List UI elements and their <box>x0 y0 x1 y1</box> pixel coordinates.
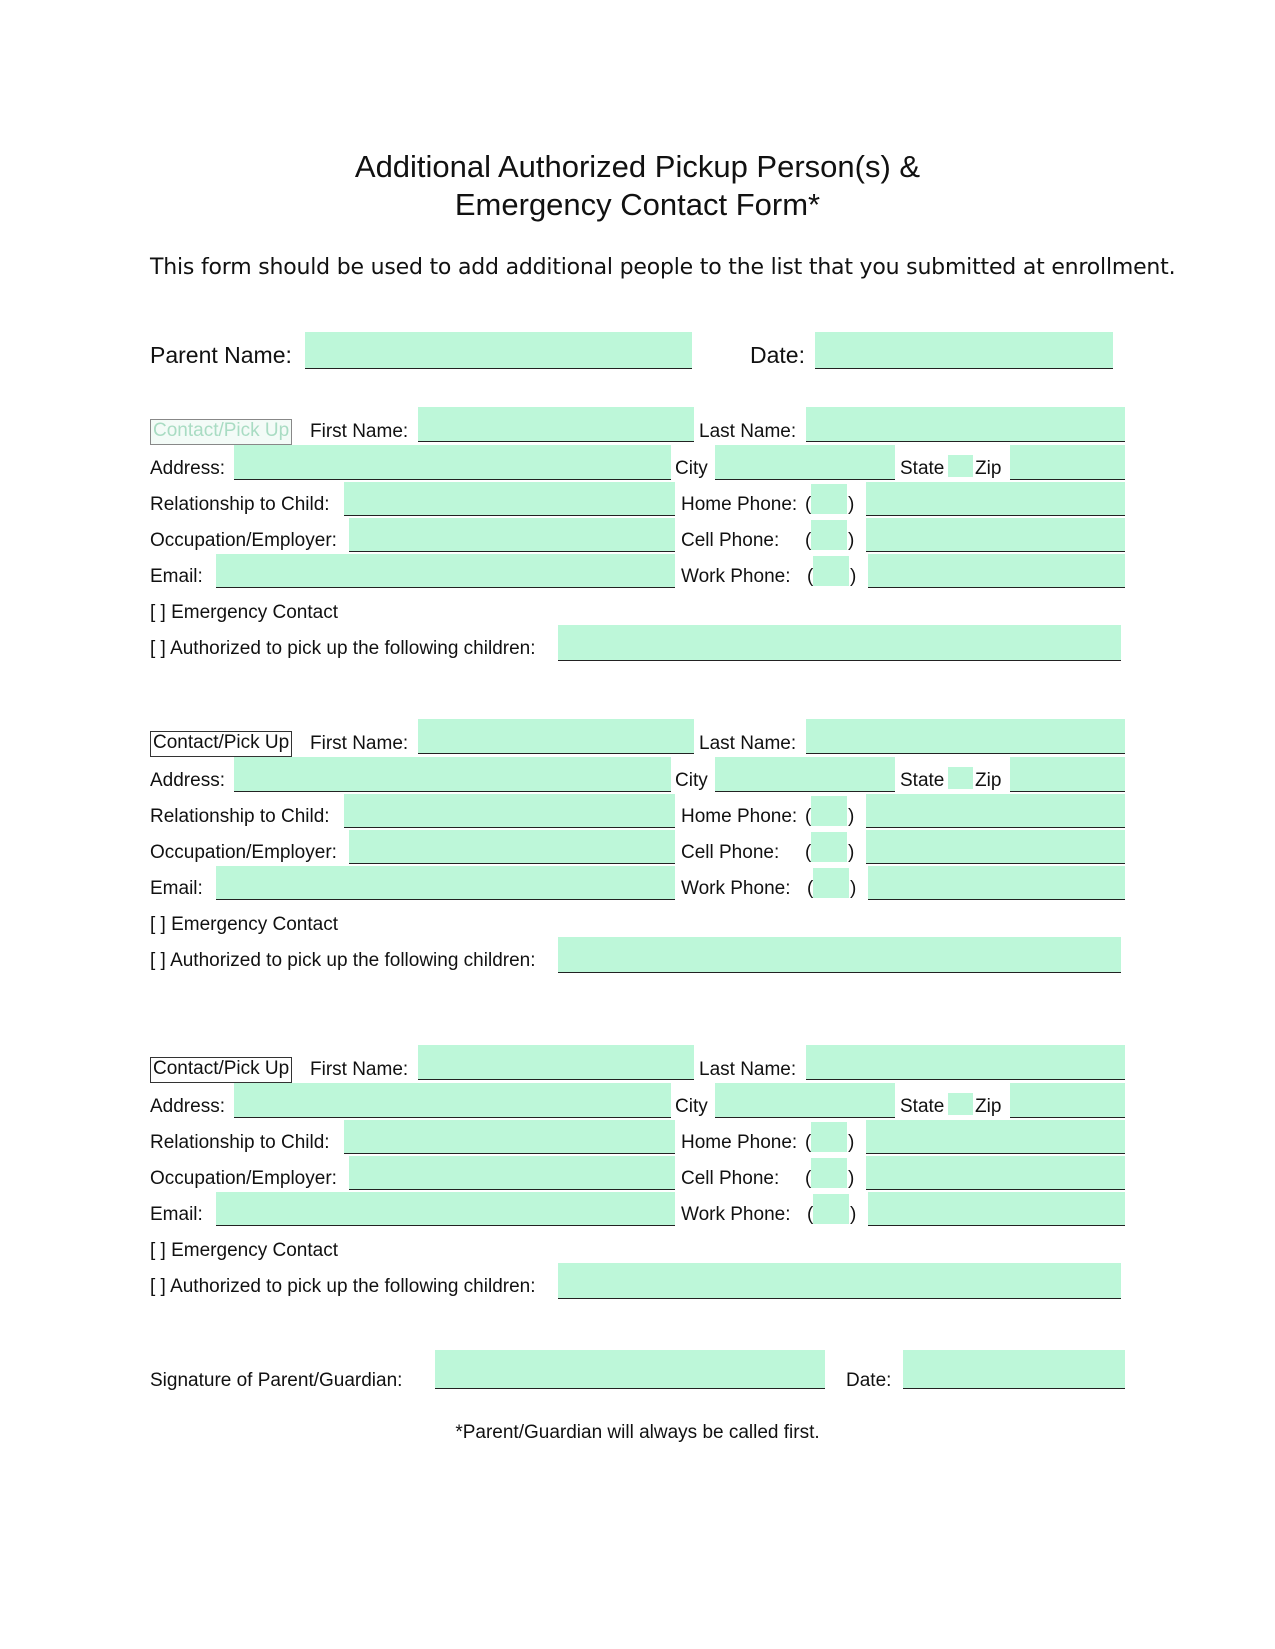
work-phone-label: Work Phone: <box>681 1204 791 1225</box>
paren-open: ( <box>805 806 812 827</box>
paren-open: ( <box>805 1168 812 1189</box>
work-phone-label: Work Phone: <box>681 566 791 587</box>
address-label: Address: <box>150 1096 225 1117</box>
paren-close: ) <box>850 566 857 587</box>
city-label: City <box>675 1096 708 1117</box>
emergency-contact-checkbox[interactable]: [ ] Emergency Contact <box>150 1240 338 1261</box>
zip-field[interactable] <box>1010 757 1125 792</box>
address-label: Address: <box>150 770 225 791</box>
cell-area-code-field[interactable] <box>811 832 847 862</box>
occupation-label: Occupation/Employer: <box>150 1168 337 1189</box>
form-title-line1: Additional Authorized Pickup Person(s) & <box>354 149 921 184</box>
paren-open: ( <box>805 1132 812 1153</box>
authorized-pickup-checkbox[interactable]: [ ] Authorized to pick up the following children: <box>150 638 536 659</box>
first-name-field[interactable] <box>418 407 694 442</box>
relationship-label: Relationship to Child: <box>150 806 330 827</box>
signature-date-label: Date: <box>846 1370 892 1391</box>
paren-open: ( <box>805 494 812 515</box>
date-label: Date: <box>750 342 805 368</box>
paren-open: ( <box>807 1204 814 1225</box>
last-name-field[interactable] <box>806 1045 1125 1080</box>
state-label: State <box>900 770 945 791</box>
signature-field[interactable] <box>435 1350 825 1389</box>
last-name-field[interactable] <box>806 407 1125 442</box>
state-field[interactable] <box>948 1093 973 1115</box>
email-field[interactable] <box>216 1192 675 1226</box>
relationship-field[interactable] <box>344 482 675 516</box>
last-name-field[interactable] <box>806 719 1125 754</box>
contact-pickup-tag[interactable]: Contact/Pick Up <box>150 731 292 757</box>
signature-label: Signature of Parent/Guardian: <box>150 1370 403 1391</box>
paren-close: ) <box>848 494 855 515</box>
address-field[interactable] <box>234 445 671 480</box>
home-phone-field[interactable] <box>866 1120 1125 1154</box>
home-phone-field[interactable] <box>866 794 1125 828</box>
home-area-code-field[interactable] <box>811 796 847 826</box>
parent-name-field[interactable] <box>305 332 692 369</box>
intro-text: This form should be used to add additional people to the list that you submitted at enrollment. <box>150 255 1176 280</box>
paren-open: ( <box>807 566 814 587</box>
state-label: State <box>900 1096 945 1117</box>
city-field[interactable] <box>715 1083 895 1118</box>
zip-field[interactable] <box>1010 1083 1125 1118</box>
address-field[interactable] <box>234 1083 671 1118</box>
zip-field[interactable] <box>1010 445 1125 480</box>
email-label: Email: <box>150 566 203 587</box>
paren-close: ) <box>850 1204 857 1225</box>
city-field[interactable] <box>715 757 895 792</box>
last-name-label: Last Name: <box>699 733 797 754</box>
occupation-field[interactable] <box>349 518 675 552</box>
first-name-field[interactable] <box>418 1045 694 1080</box>
work-phone-field[interactable] <box>868 866 1125 900</box>
first-name-label: First Name: <box>310 733 409 754</box>
email-field[interactable] <box>216 866 675 900</box>
paren-close: ) <box>848 842 855 863</box>
paren-close: ) <box>848 1168 855 1189</box>
cell-phone-field[interactable] <box>866 518 1125 552</box>
state-label: State <box>900 458 945 479</box>
first-name-label: First Name: <box>310 1059 409 1080</box>
home-area-code-field[interactable] <box>811 484 847 514</box>
parent-name-label: Parent Name: <box>150 342 292 368</box>
work-phone-field[interactable] <box>868 1192 1125 1226</box>
email-label: Email: <box>150 1204 203 1225</box>
city-field[interactable] <box>715 445 895 480</box>
cell-phone-label: Cell Phone: <box>681 842 780 863</box>
zip-label: Zip <box>975 1096 1002 1117</box>
home-phone-label: Home Phone: <box>681 494 798 515</box>
zip-label: Zip <box>975 770 1002 791</box>
work-phone-label: Work Phone: <box>681 878 791 899</box>
paren-close: ) <box>848 1132 855 1153</box>
email-label: Email: <box>150 878 203 899</box>
home-phone-field[interactable] <box>866 482 1125 516</box>
footnote: *Parent/Guardian will always be called first. <box>455 1422 820 1443</box>
city-label: City <box>675 458 708 479</box>
zip-label: Zip <box>975 458 1002 479</box>
form-title-line2: Emergency Contact Form* <box>454 187 821 222</box>
work-area-code-field[interactable] <box>813 868 849 898</box>
contact-pickup-tag[interactable]: Contact/Pick Up <box>150 1057 292 1083</box>
cell-area-code-field[interactable] <box>811 1158 847 1188</box>
work-area-code-field[interactable] <box>813 1194 849 1224</box>
first-name-field[interactable] <box>418 719 694 754</box>
cell-phone-label: Cell Phone: <box>681 530 780 551</box>
address-label: Address: <box>150 458 225 479</box>
home-area-code-field[interactable] <box>811 1122 847 1152</box>
authorized-children-field[interactable] <box>558 937 1121 973</box>
authorized-children-field[interactable] <box>558 625 1121 661</box>
work-area-code-field[interactable] <box>813 556 849 586</box>
state-field[interactable] <box>948 455 973 477</box>
paren-close: ) <box>848 806 855 827</box>
emergency-contact-checkbox[interactable]: [ ] Emergency Contact <box>150 602 338 623</box>
date-field[interactable] <box>815 332 1113 369</box>
paren-open: ( <box>805 530 812 551</box>
occupation-field[interactable] <box>349 1156 675 1190</box>
authorized-pickup-checkbox[interactable]: [ ] Authorized to pick up the following children: <box>150 950 536 971</box>
cell-phone-field[interactable] <box>866 830 1125 864</box>
contact-pickup-tag[interactable]: Contact/Pick Up <box>150 419 292 445</box>
occupation-field[interactable] <box>349 830 675 864</box>
address-field[interactable] <box>234 757 671 792</box>
relationship-label: Relationship to Child: <box>150 1132 330 1153</box>
home-phone-label: Home Phone: <box>681 806 798 827</box>
first-name-label: First Name: <box>310 421 409 442</box>
city-label: City <box>675 770 708 791</box>
authorized-pickup-checkbox[interactable]: [ ] Authorized to pick up the following children: <box>150 1276 536 1297</box>
occupation-label: Occupation/Employer: <box>150 530 337 551</box>
last-name-label: Last Name: <box>699 1059 797 1080</box>
paren-open: ( <box>805 842 812 863</box>
authorized-children-field[interactable] <box>558 1263 1121 1299</box>
relationship-field[interactable] <box>344 1120 675 1154</box>
email-field[interactable] <box>216 554 675 588</box>
cell-phone-label: Cell Phone: <box>681 1168 780 1189</box>
relationship-field[interactable] <box>344 794 675 828</box>
home-phone-label: Home Phone: <box>681 1132 798 1153</box>
last-name-label: Last Name: <box>699 421 797 442</box>
cell-phone-field[interactable] <box>866 1156 1125 1190</box>
paren-open: ( <box>807 878 814 899</box>
occupation-label: Occupation/Employer: <box>150 842 337 863</box>
paren-close: ) <box>850 878 857 899</box>
work-phone-field[interactable] <box>868 554 1125 588</box>
relationship-label: Relationship to Child: <box>150 494 330 515</box>
emergency-contact-checkbox[interactable]: [ ] Emergency Contact <box>150 914 338 935</box>
state-field[interactable] <box>948 767 973 789</box>
signature-date-field[interactable] <box>903 1350 1125 1389</box>
cell-area-code-field[interactable] <box>811 520 847 550</box>
paren-close: ) <box>848 530 855 551</box>
